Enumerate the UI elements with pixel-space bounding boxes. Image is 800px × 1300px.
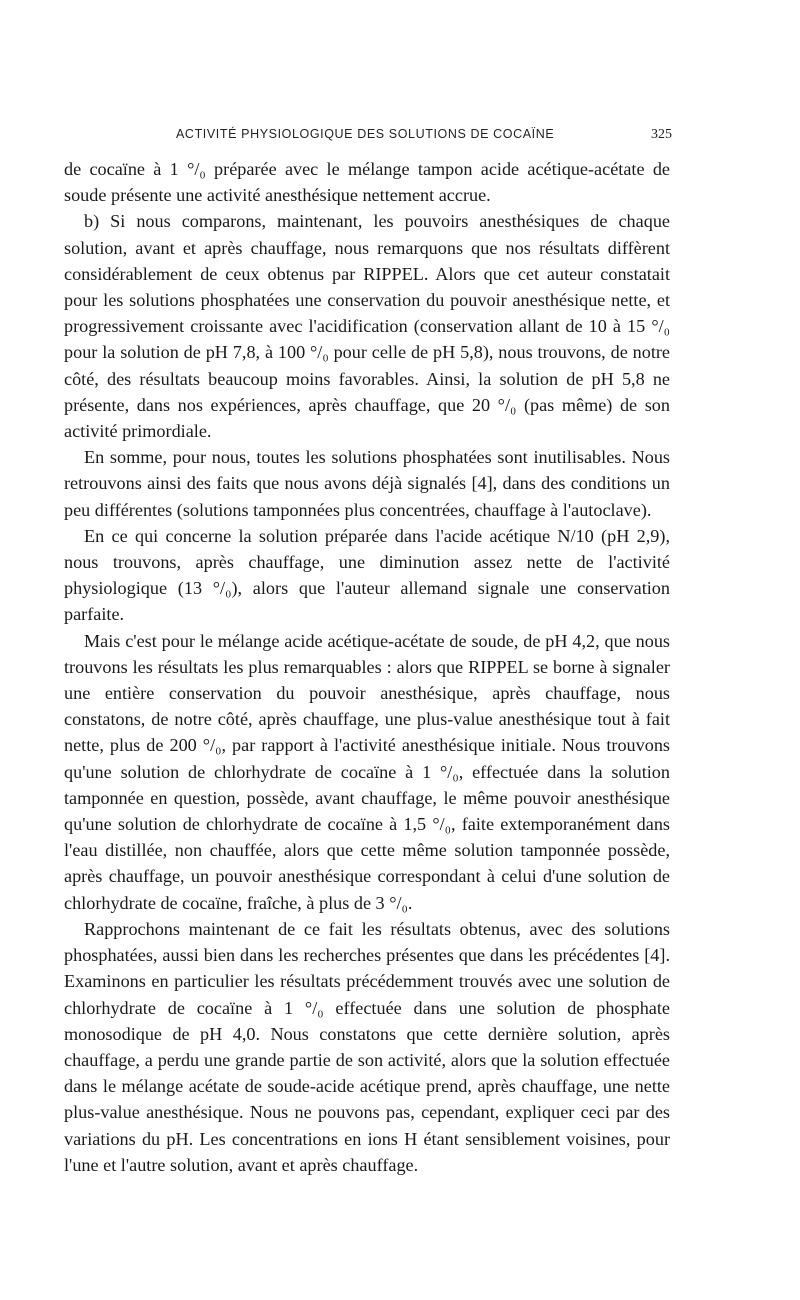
- paragraph-1: de cocaïne à 1 °/₀ préparée avec le mélange tampon acide acétique-acétate de soude présente une activité anesthésique nettement accrue.: [64, 159, 670, 206]
- book-page: [64, 122, 670, 1178]
- paragraph-2: b) Si nous comparons, maintenant, les pouvoirs anesthésiques de chaque solution, avant et après chauffage, nous remarquons que nos résultats diffèrent considérablement de ceux obtenus par RIPPEL. Alors que cet auteur constatait pour les solutions phosphatées une conservation du pouvoir anesthésique nette, et progressivement croissante avec l'acidification (conservation allant de 10 à 15 °/₀ pour la solution de pH 7,8, à 100 °/₀ pour celle de pH 5,8), nous trouvons, de notre côté, des résultats beaucoup moins favorables. Ainsi, la solution de pH 5,8 ne présente, dans nos expériences, après chauffage, que 20 °/₀ (pas même) de son activité primordiale.: [64, 211, 670, 442]
- paragraph-6: Rapprochons maintenant de ce fait les résultats obtenus, avec des solutions phosphatées, aussi bien dans les recherches présentes que dans les précédentes [4]. Examinons en particulier les résultats précédemment trouvés avec une solution de chlorhydrate de cocaïne à 1 °/₀ effectuée dans une solution de phosphate monosodique de pH 4,0. Nous constatons que cette dernière solution, après chauffage, a perdu une grande partie de son activité, alors que la solution effectuée dans le mélange acétate de soude-acide acétique prend, après chauffage, une nette plus-value anesthésique. Nous ne pouvons pas, cependant, expliquer ceci par des variations du pH. Les concentrations en ions H étant sensiblement voisines, pour l'une et l'autre solution, avant et après chauffage.: [64, 918, 670, 1175]
- paragraph-4: En ce qui concerne la solution préparée dans l'acide acétique N/10 (pH 2,9), nous trouvons, après chauffage, une diminution assez nette de l'activité physiologique (13 °/₀), alors que l'auteur allemand signale une conservation parfaite.: [64, 525, 670, 625]
- running-title: ACTIVITÉ PHYSIOLOGIQUE DES SOLUTIONS DE COCAÏNE: [176, 127, 555, 141]
- page-number: 325: [651, 127, 672, 142]
- paragraph-3: En somme, pour nous, toutes les solutions phosphatées sont inutilisables. Nous retrouvons ainsi des faits que nous avons déjà signalés [4], dans des conditions un peu différentes (solutions tamponnées plus concentrées, chauffage à l'autoclave).: [64, 447, 670, 520]
- paragraph-5: Mais c'est pour le mélange acide acétique-acétate de soude, de pH 4,2, que nous trouvons les résultats les plus remarquables : alors que RIPPEL se borne à signaler une entière conservation du pouvoir anesthésique, après chauffage, nous constatons, de notre côté, après chauffage, une plus-value anesthésique tout à fait nette, plus de 200 °/₀, par rapport à l'activité anesthésique initiale. Nous trouvons qu'une solution de chlorhydrate de cocaïne à 1 °/₀, effectuée dans la solution tamponnée en question, possède, avant chauffage, le même pouvoir anesthésique qu'une solution de chlorhydrate de cocaïne à 1,5 °/₀, faite extemporanément dans l'eau distillée, non chauffée, alors que cette même solution tamponnée possède, après chauffage, un pouvoir anesthésique correspondant à celui d'une solution de chlorhydrate de cocaïne, fraîche, à plus de 3 °/₀.: [64, 630, 670, 913]
- body-text: [64, 156, 670, 1178]
- running-header: [64, 122, 670, 146]
